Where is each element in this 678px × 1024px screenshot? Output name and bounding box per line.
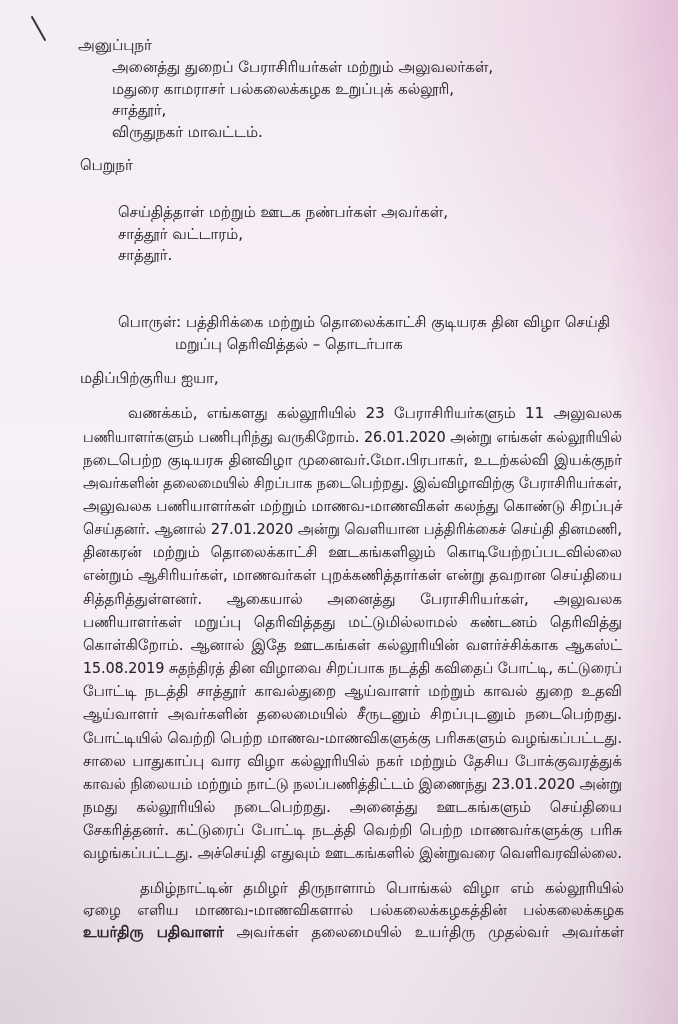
sender-address-line: அனைத்து துறைப் பேராசிரியர்கள் மற்றும் அலுவலர்கள்,: [112, 58, 494, 76]
body-line: அலுவலக பணியாளர்கள் மற்றும் மாணவ-மாணவிகள் கலந்து கொண்டு சிறப்புச்: [83, 497, 623, 516]
body-line: தினகரன் மற்றும் தொலைக்காட்சி ஊடகங்களிலும் கொடியேற்றப்படவில்லை: [83, 543, 622, 562]
recipient-heading: பெறுநர்: [80, 156, 133, 174]
body-line: ஆய்வாளர் அவர்களின் தலைமையில் சீருடனும் சிறப்புடனும் நடைபெற்றது.: [83, 705, 622, 724]
body-line: [83, 921, 624, 943]
recipient-address-line: சாத்தூர் வட்டாரம்,: [118, 224, 243, 243]
salutation-block: [80, 367, 400, 389]
body-line: என்றும் ஆசிரியர்கள், மாணவர்கள் புறக்கணித்தார்கள் என்று தவறான செய்தியை: [83, 566, 622, 585]
body-line: பணியாளர்களும் பணிபுரிந்து வருகிறோம். 26.01.2020 அன்று எங்கள் கல்லூரியில்: [83, 427, 622, 446]
recipient-address-line: செய்தித்தாள் மற்றும் ஊடக நண்பர்கள் அவர்கள்,: [118, 203, 449, 221]
body-line: தமிழ்நாட்டின் தமிழர் திருநாளாம் பொங்கல் விழா எம் கல்லூரியில்: [140, 879, 624, 897]
body-line: போட்டியில் வெற்றி பெற்ற மாணவ-மாணவிகளுக்கு பரிசுகளும் வழங்கப்பட்டது.: [83, 728, 622, 747]
body-line: சித்தரித்துள்ளனர். ஆகையால் அனைத்து பேராசிரியர்கள், அலுவலக: [83, 589, 622, 608]
bold-title-text: உயர்திரு பதிவாளர்: [83, 923, 224, 941]
subject-line: [118, 311, 622, 333]
subject-label: பொருள்:: [118, 313, 182, 331]
body-paragraph-2: [83, 877, 624, 943]
body-line: செய்தனர். ஆனால் 27.01.2020 அன்று வெளியான பத்திரிக்கைச் செய்தி தினமணி,: [83, 520, 622, 539]
body-line: சாலை பாதுகாப்பு வார விழா கல்லூரியில் நகர் மற்றும் தேசிய போக்குவரத்துக்: [83, 751, 622, 770]
body-line-text: அவர்கள் தலைமையில் உயர்திரு முதல்வர் அவர்கள்: [236, 923, 624, 941]
body-line: காவல் நிலையம் மற்றும் நாட்டு நலப்பணித்திட்டம் இணைந்து 23.01.2020 அன்று: [83, 774, 622, 793]
subject-block: [118, 311, 622, 355]
body-line: சேகரித்தனர். கட்டுரைப் போட்டி நடத்தி வெற்றி பெற்ற மாணவர்களுக்கு பரிசு: [83, 821, 622, 840]
salutation: மதிப்பிற்குரிய ஐயா,: [80, 369, 219, 387]
sender-block-heading: [78, 34, 298, 56]
sender-address-line: விருதுநகர் மாவட்டம்.: [112, 122, 263, 141]
body-line: வழங்கப்பட்டது. அச்செய்தி எதுவும் ஊடகங்களில் இன்றுவரை வெளிவரவில்லை.: [83, 844, 622, 863]
body-line: பணியாளர்கள் மறுப்பு தெரிவித்தது மட்டுமில்லாமல் கண்டனம் தெரிவித்து: [83, 612, 622, 631]
body-line: வணக்கம், எங்களது கல்லூரியில் 23 பேராசிரியர்களும் 11 அலுவலக: [128, 404, 622, 423]
body-line: 15.08.2019 சுதந்திரத் தின விழாவை சிறப்பாக நடத்தி கவிதைப் போட்டி, கட்டுரைப்: [83, 659, 622, 678]
sender-heading: அனுப்புநர்: [78, 36, 152, 54]
pen-stroke-mark: [24, 12, 54, 46]
sender-address: [112, 57, 632, 143]
pen-stroke-line: [32, 17, 45, 40]
body-line: கொள்கிறோம். ஆனால் இதே ஊடகங்கள் கல்லூரியின் வளர்ச்சிக்காக ஆகஸ்ட்: [83, 635, 622, 654]
subject-line: மறுப்பு தெரிவித்தல் – தொடர்பாக: [175, 335, 403, 353]
recipient-address-line: சாத்தூர்.: [118, 246, 173, 264]
body-line: அவர்களின் தலைமையில் சிறப்பாக நடைபெற்றது. இவ்விழாவிற்கு பேராசிரியர்கள்,: [83, 473, 622, 492]
recipient-address: [118, 202, 618, 267]
body-line: நடைபெற்ற குடியரசு தினவிழா முனைவர்.மோ.பிரபாகர், உடற்கல்வி இயக்குநர்: [83, 450, 622, 469]
subject-text: பத்திரிக்கை மற்றும் தொலைக்காட்சி குடியரசு தின விழா செய்தி: [185, 313, 611, 331]
body-paragraph-1: [83, 402, 622, 865]
body-line: ஏழை எளிய மாணவ-மாணவிகளால் பல்கலைக்கழகத்தின் பல்கலைக்கழக: [83, 901, 624, 919]
sender-address-line: மதுரை காமராசர் பல்கலைக்கழக உறுப்புக் கல்லூரி,: [112, 79, 455, 98]
body-line: போட்டி நடத்தி சாத்தூர் காவல்துறை ஆய்வாளர் மற்றும் காவல் துறை உதவி: [83, 682, 622, 701]
body-line: நமது கல்லூரியில் நடைபெற்றது. அனைத்து ஊடகங்களும் செய்தியை: [83, 798, 622, 817]
sender-address-line: சாத்தூர்,: [112, 101, 167, 119]
recipient-block-heading: [80, 154, 300, 176]
